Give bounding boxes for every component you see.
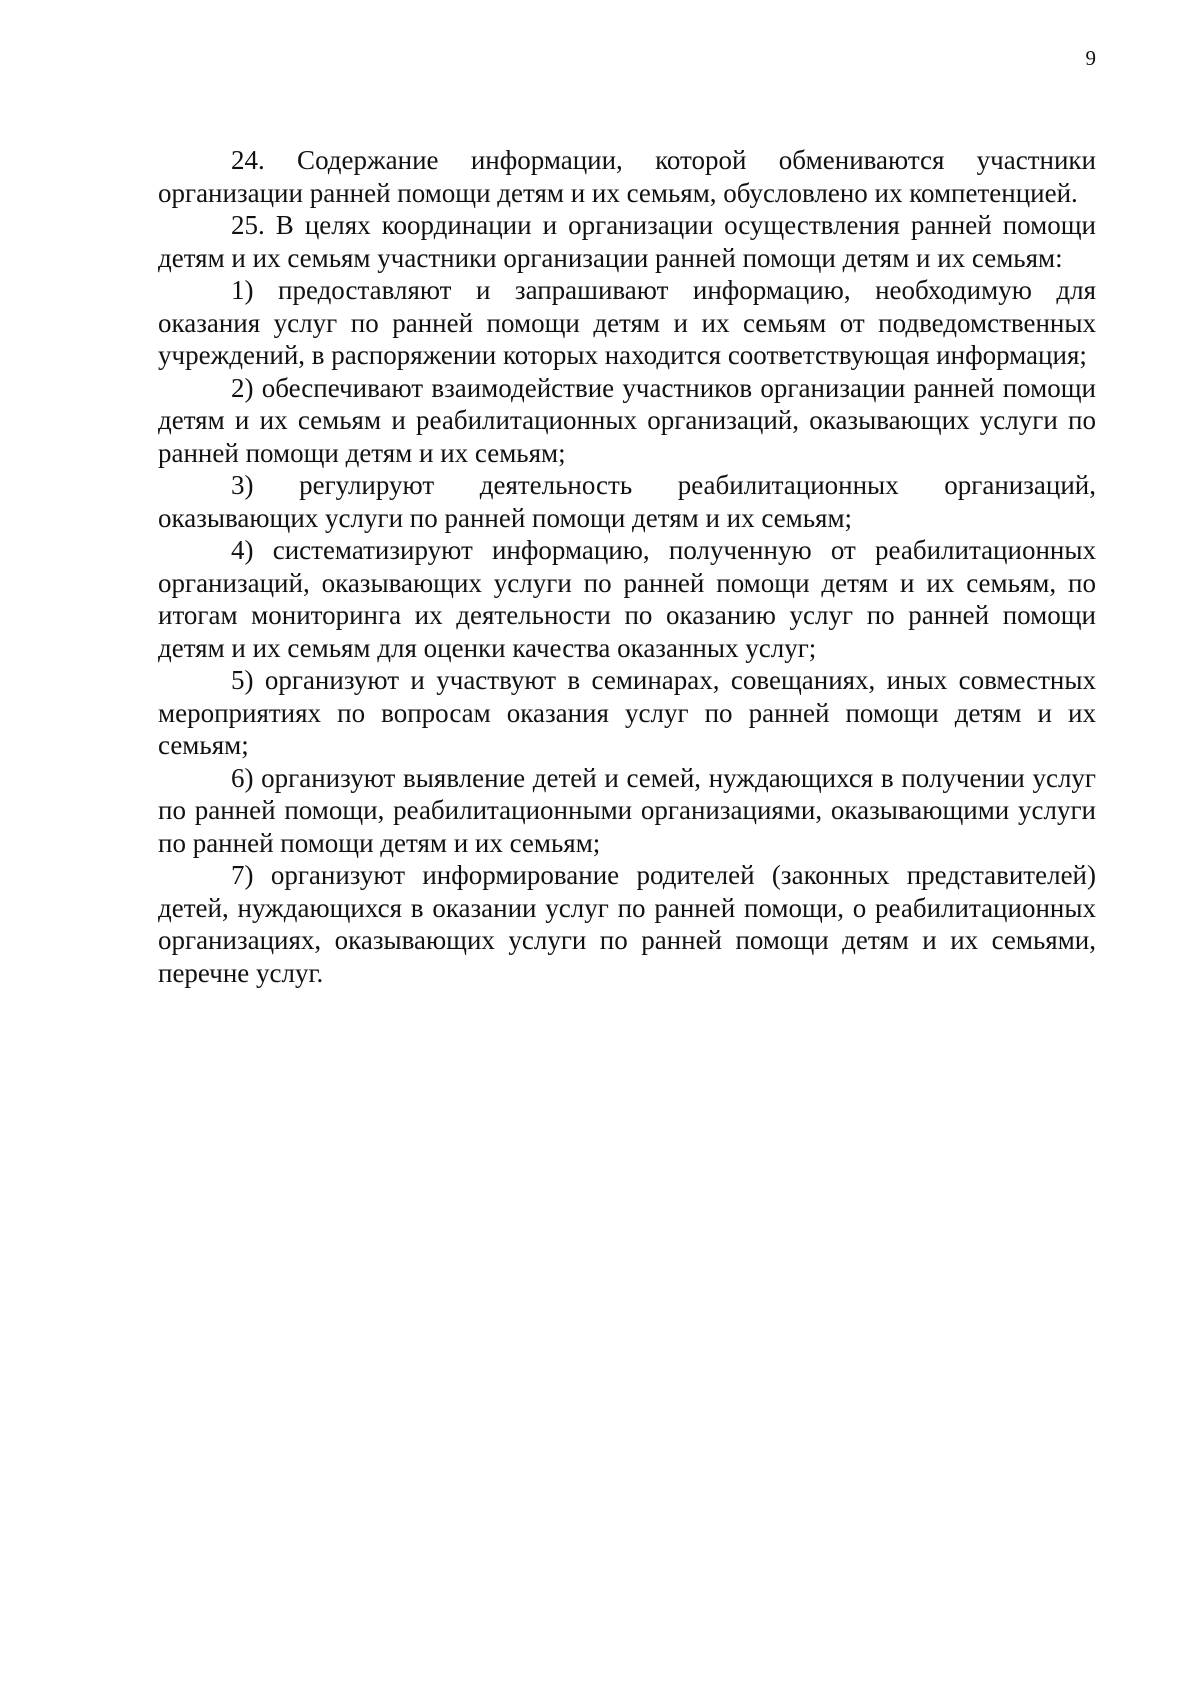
document-body [158,144,1096,989]
list-item-3: 3) регулируют деятельность реабилитационных организаций, оказывающих услуги по ранней помощи детям и их семьям; [158,470,1096,533]
paragraph-25: 25. В целях координации и организации осуществления ранней помощи детям и их семьям участники организации ранней помощи детям и их семьям: [158,210,1096,273]
list-item-7: 7) организуют информирование родителей (законных представителей) детей, нуждающихся в оказании услуг по ранней помощи, о реабилитационных организациях, оказывающих услуги по ранней помощи детям и их семьями, перечне услуг. [158,860,1096,988]
list-item-5: 5) организуют и участвуют в семинарах, совещаниях, иных совместных мероприятиях по вопросам оказания услуг по ранней помощи детям и их семьям; [158,665,1096,760]
paragraph-24: 24. Содержание информации, которой обмениваются участники организации ранней помощи детям и их семьям, обусловлено их компетенцией. [158,145,1096,208]
list-item-6: 6) организуют выявление детей и семей, нуждающихся в получении услуг по ранней помощи, реабилитационными организациями, оказывающими услуги по ранней помощи детям и их семьям; [158,762,1096,858]
list-item-1: 1) предоставляют и запрашивают информацию, необходимую для оказания услуг по ранней помощи детям и их семьям от подведомственных учреждений, в распоряжении которых находится соответствующая информация; [158,275,1096,370]
list-item-4: 4) систематизируют информацию, полученную от реабилитационных организаций, оказывающих услуги по ранней помощи детям и их семьям, по итогам мониторинга их деятельности по оказанию услуг по ранней помощи детям и их семьям для оценки качества оказанных услуг; [158,535,1096,663]
page-number: 9 [1085,46,1096,70]
list-item-2: 2) обеспечивают взаимодействие участников организации ранней помощи детям и их семьям и реабилитационных организаций, оказывающих услуги по ранней помощи детям и их семьям; [158,372,1096,468]
